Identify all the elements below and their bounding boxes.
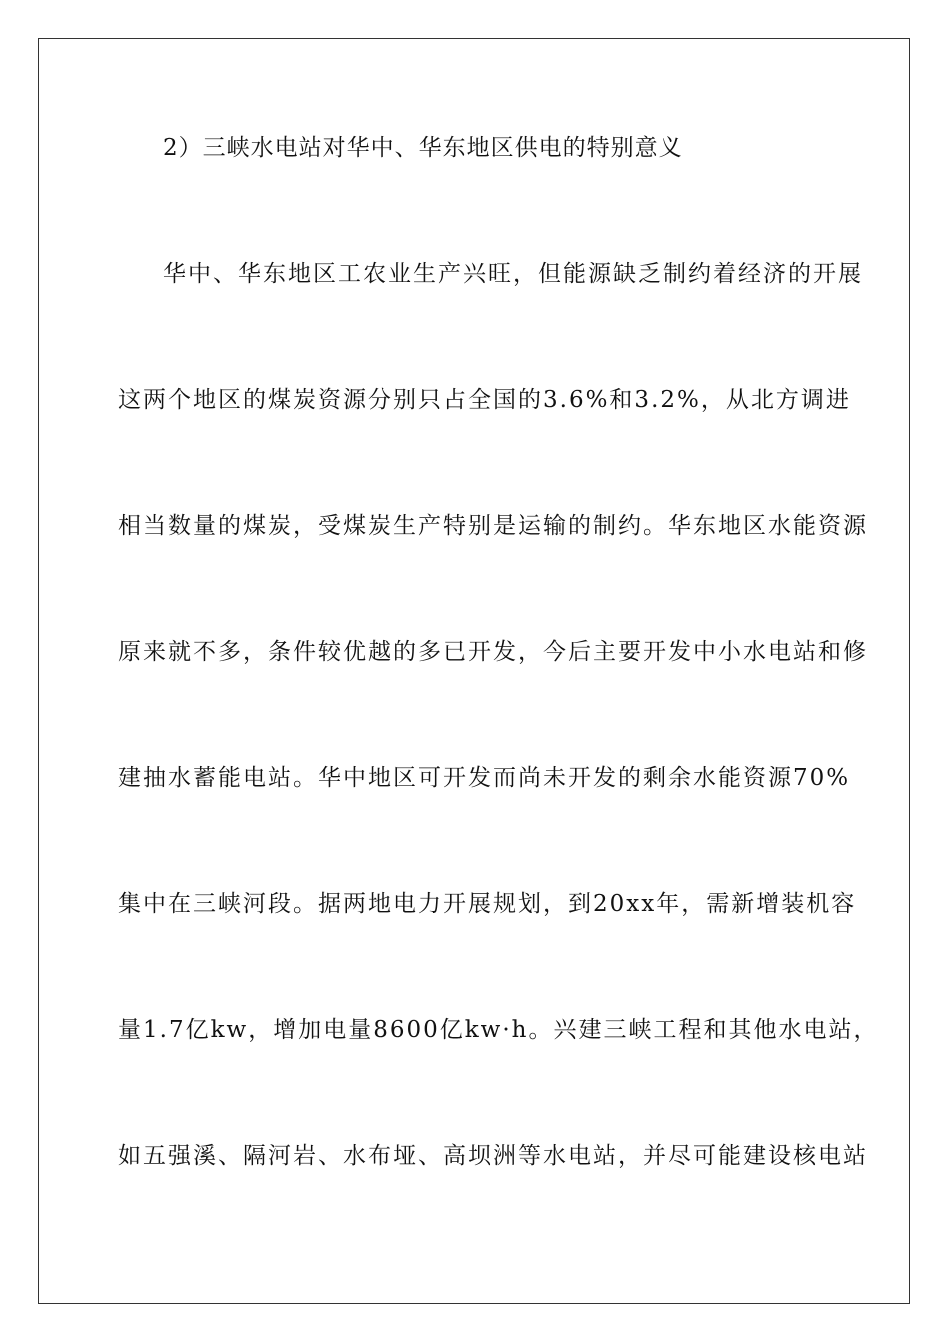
paragraph-line-3: 相当数量的煤炭，受煤炭生产特别是运输的制约。华东地区水能资源 <box>118 513 868 539</box>
page-border <box>38 38 910 1304</box>
paragraph-line-4: 原来就不多，条件较优越的多已开发，今后主要开发中小水电站和修 <box>118 639 868 665</box>
paragraph-line-6: 集中在三峡河段。据两地电力开展规划，到20xx年，需新增装机容 <box>118 891 857 917</box>
paragraph-line-7: 量1.7亿kw，增加电量8600亿kw·h。兴建三峡工程和其他水电站， <box>118 1017 879 1043</box>
paragraph-line-1: 华中、华东地区工农业生产兴旺，但能源缺乏制约着经济的开展 <box>163 261 863 287</box>
section-heading: 2）三峡水电站对华中、华东地区供电的特别意义 <box>163 135 683 161</box>
paragraph-line-5: 建抽水蓄能电站。华中地区可开发而尚未开发的剩余水能资源70% <box>118 765 851 791</box>
paragraph-line-2: 这两个地区的煤炭资源分别只占全国的3.6%和3.2%，从北方调进 <box>118 387 851 413</box>
paragraph-line-8: 如五强溪、隔河岩、水布垭、高坝洲等水电站，并尽可能建设核电站 <box>118 1143 868 1169</box>
